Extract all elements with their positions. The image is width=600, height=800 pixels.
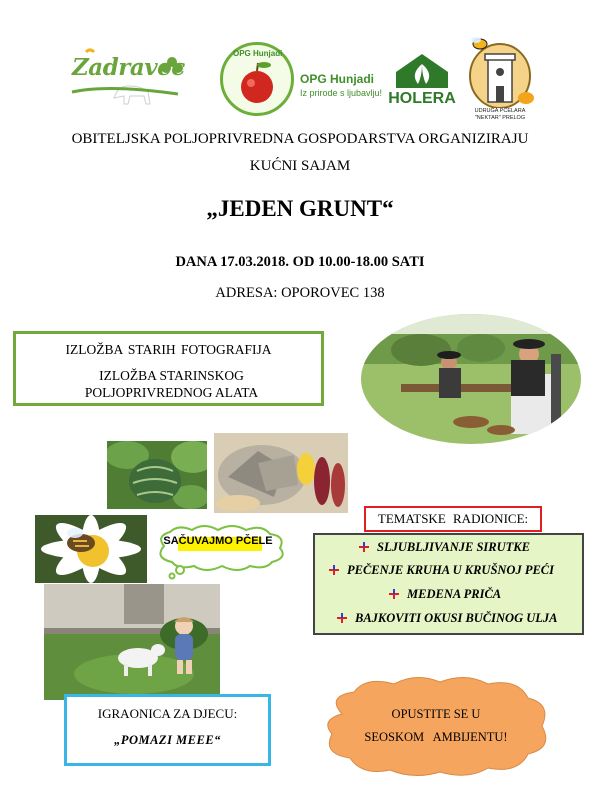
opg-logo-circle	[220, 42, 294, 116]
event-type: KUĆNI SAJAM	[249, 158, 351, 174]
save-bees-cloud	[150, 524, 290, 580]
relax-cloud	[318, 674, 554, 780]
kids-playroom-name: „POMAZI MEEE“	[114, 733, 221, 747]
udruga-logo-text	[458, 108, 542, 122]
save-bees-text: SAČUVAJMO PČELE	[163, 535, 273, 547]
holera-house-leaf-icon	[388, 52, 456, 90]
pumpkin-photo	[107, 441, 207, 509]
exhibit-photos: IZLOŽBA STARIH FOTOGRAFIJA	[65, 342, 272, 357]
opg-logo-name: OPG Hunjadi	[300, 72, 375, 86]
opg-hunjadi-logo	[220, 42, 383, 118]
bee-photo	[35, 515, 147, 583]
udruga-logo-line2: "NEKTAR" PRELOG	[474, 115, 526, 121]
event-title: „JEDEN GRUNT“	[206, 196, 394, 221]
craftsmen-photo	[361, 314, 581, 444]
child-lamb-photo	[44, 584, 220, 700]
workshops-title: TEMATSKE RADIONICE:	[377, 511, 529, 526]
udruga-pcelara-logo	[458, 36, 542, 128]
kids-playroom-box	[64, 694, 271, 766]
apple-icon	[223, 45, 291, 113]
holera-logo	[388, 52, 456, 110]
relax-line1: OPUSTITE SE U	[391, 707, 481, 721]
workshop-item-4: BAJKOVITI OKUSI BUČINOG ULJA	[355, 611, 558, 625]
zadravec-logo-text: Zadravec	[72, 54, 185, 81]
workshops-title-box	[364, 506, 542, 532]
workshop-item-3: MEDENA PRIČA	[407, 587, 502, 601]
zadravec-logo	[68, 48, 186, 106]
relax-line2: SEOSKOM AMBIJENTU!	[364, 730, 508, 744]
opg-logo-tagline: Iz prirode s ljubavlju!	[300, 88, 383, 98]
event-date: DANA 17.03.2018. OD 10.00-18.00 SATI	[175, 254, 425, 270]
workshop-item-2: PEČENJE KRUHA U KRUŠNOJ PEĆI	[347, 563, 554, 577]
event-address: ADRESA: OPOROVEC 138	[215, 285, 385, 301]
pin-icon	[329, 565, 339, 575]
exhibit-box	[13, 331, 324, 406]
opg-logo-arc-text: OPG Hunjadi	[233, 49, 283, 58]
beehive-tower-icon	[458, 36, 542, 108]
udruga-logo-line1: UDRUGA PČELARA	[474, 108, 526, 114]
kids-playroom-label: IGRAONICA ZA DJECU:	[97, 706, 238, 721]
workshop-item-1: SLJUBLJIVANJE SIRUTKE	[377, 540, 530, 554]
exhibit-tools: IZLOŽBA STARINSKOG POLJOPRIVREDNOG ALATA	[84, 368, 259, 400]
workshops-list	[313, 533, 584, 635]
pin-icon	[389, 589, 399, 599]
holera-logo-text: HOLERA	[388, 90, 456, 107]
pin-icon	[359, 542, 369, 552]
orange-cloud-shape	[318, 674, 554, 780]
pin-icon	[337, 613, 347, 623]
thought-cloud-shape	[150, 524, 290, 580]
organizer-line: OBITELJSKA POLJOPRIVREDNA GOSPODARSTVA ORGANIZIRAJU	[71, 131, 529, 147]
food-photo	[214, 433, 348, 513]
